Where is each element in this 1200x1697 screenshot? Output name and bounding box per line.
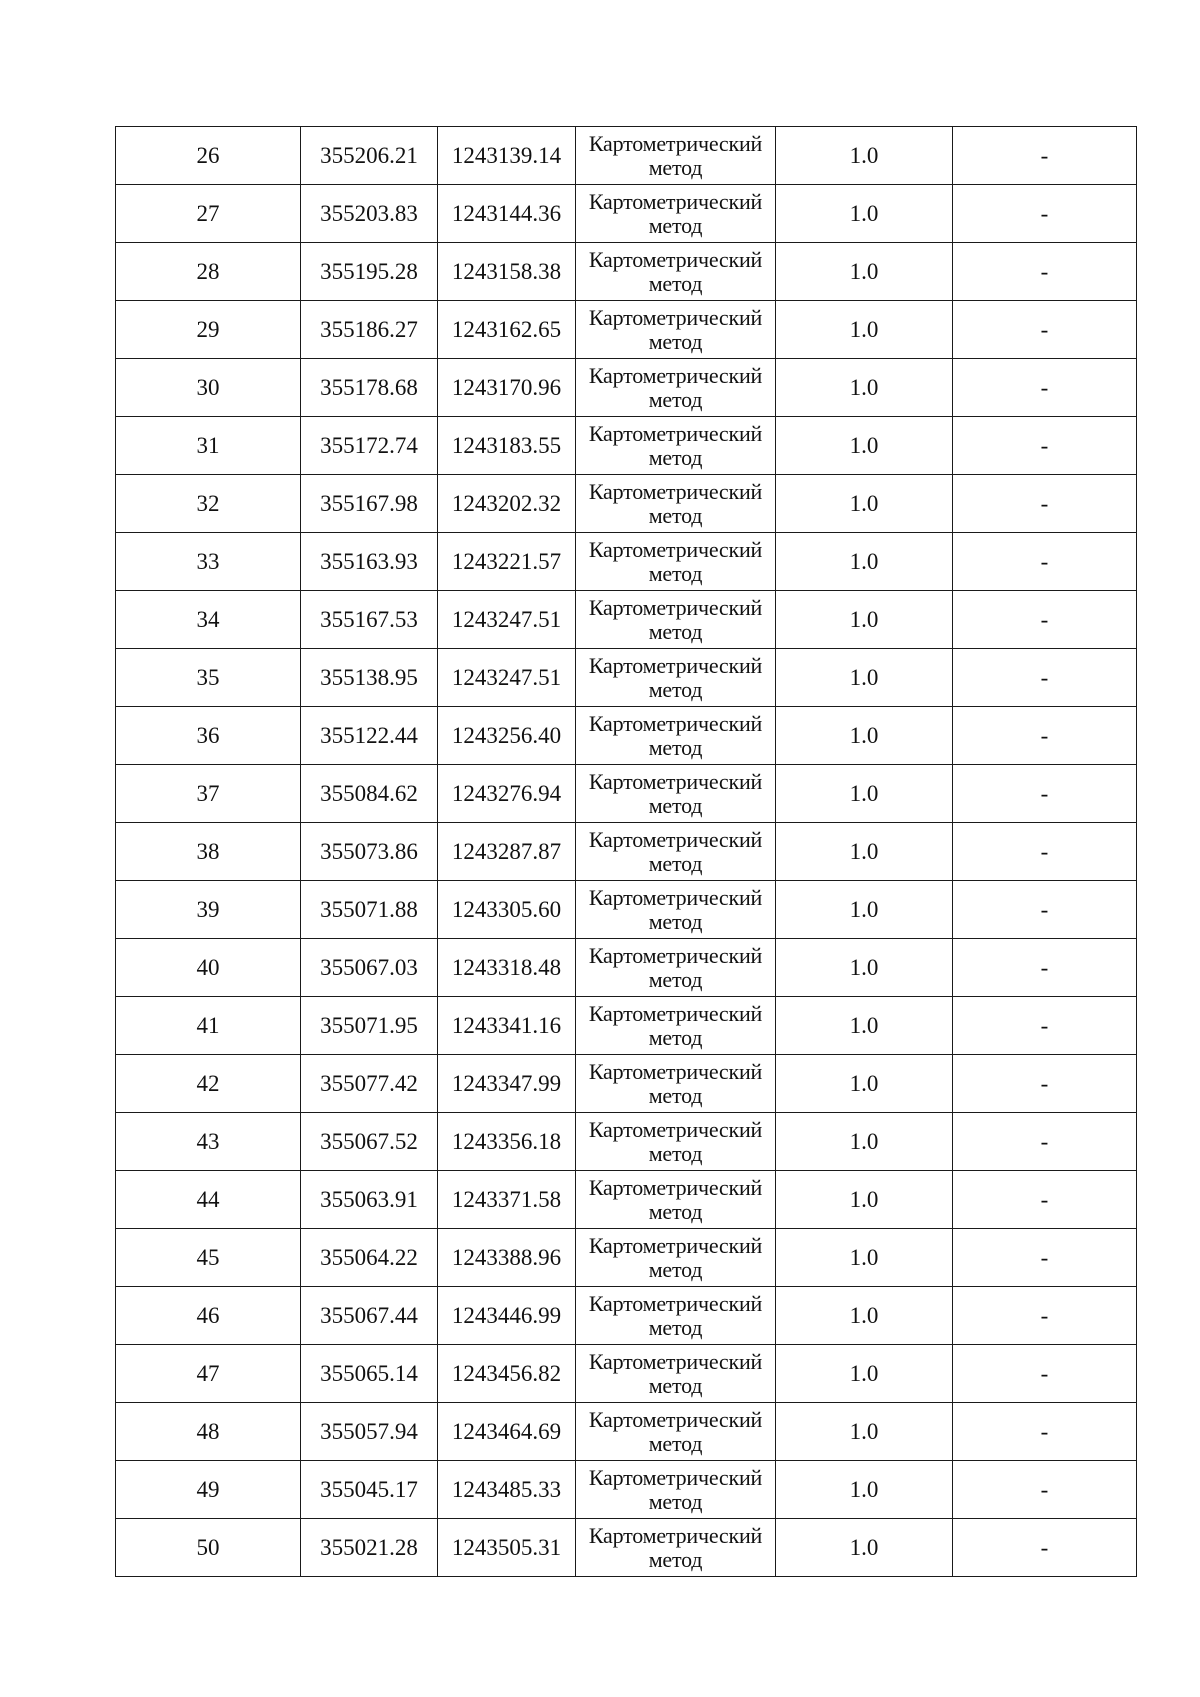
y-coordinate-cell: 1243356.18 [438,1113,576,1171]
note-cell: - [953,185,1137,243]
y-coordinate-cell: 1243202.32 [438,475,576,533]
method-line-1: Картометрический [588,362,763,388]
method-cell [576,881,776,939]
method-line-2: метод [648,908,703,934]
point-number-cell: 48 [116,1403,301,1461]
note-cell: - [953,127,1137,185]
method-cell [576,185,776,243]
method-line-2: метод [648,1314,703,1340]
note-cell: - [953,1519,1137,1577]
table-row [116,185,1137,243]
method-line-2: метод [648,734,703,760]
method-line-2: метод [648,154,703,180]
method-line-1: Картометрический [588,478,763,504]
accuracy-cell: 1.0 [776,939,953,997]
note-cell: - [953,997,1137,1055]
x-coordinate-cell: 355206.21 [301,127,438,185]
method-line-2: метод [648,618,703,644]
table-row [116,1113,1137,1171]
point-number-cell: 33 [116,533,301,591]
method-line-2: метод [648,1546,703,1572]
point-number-cell: 49 [116,1461,301,1519]
note-cell: - [953,243,1137,301]
y-coordinate-cell: 1243341.16 [438,997,576,1055]
accuracy-cell: 1.0 [776,359,953,417]
method-line-2: метод [648,1198,703,1224]
y-coordinate-cell: 1243485.33 [438,1461,576,1519]
point-number-cell: 41 [116,997,301,1055]
x-coordinate-cell: 355073.86 [301,823,438,881]
coordinates-table [115,126,1137,1577]
method-cell [576,1229,776,1287]
accuracy-cell: 1.0 [776,243,953,301]
point-number-cell: 47 [116,1345,301,1403]
note-cell: - [953,417,1137,475]
accuracy-cell: 1.0 [776,417,953,475]
point-number-cell: 35 [116,649,301,707]
method-line-2: метод [648,1024,703,1050]
point-number-cell: 37 [116,765,301,823]
x-coordinate-cell: 355045.17 [301,1461,438,1519]
point-number-cell: 28 [116,243,301,301]
method-line-1: Картометрический [588,1000,763,1026]
method-cell [576,1113,776,1171]
accuracy-cell: 1.0 [776,1403,953,1461]
y-coordinate-cell: 1243388.96 [438,1229,576,1287]
method-line-1: Картометрический [588,652,763,678]
note-cell: - [953,823,1137,881]
x-coordinate-cell: 355172.74 [301,417,438,475]
point-number-cell: 38 [116,823,301,881]
note-cell: - [953,359,1137,417]
accuracy-cell: 1.0 [776,649,953,707]
coordinates-table-body [116,127,1137,1577]
point-number-cell: 43 [116,1113,301,1171]
method-cell [576,1461,776,1519]
x-coordinate-cell: 355167.98 [301,475,438,533]
method-line-2: метод [648,1430,703,1456]
y-coordinate-cell: 1243371.58 [438,1171,576,1229]
point-number-cell: 27 [116,185,301,243]
method-cell [576,591,776,649]
accuracy-cell: 1.0 [776,765,953,823]
x-coordinate-cell: 355167.53 [301,591,438,649]
table-row [116,1287,1137,1345]
method-line-1: Картометрический [588,884,763,910]
accuracy-cell: 1.0 [776,1229,953,1287]
y-coordinate-cell: 1243170.96 [438,359,576,417]
method-cell [576,1171,776,1229]
y-coordinate-cell: 1243464.69 [438,1403,576,1461]
accuracy-cell: 1.0 [776,707,953,765]
accuracy-cell: 1.0 [776,127,953,185]
method-cell [576,127,776,185]
accuracy-cell: 1.0 [776,1171,953,1229]
method-line-1: Картометрический [588,942,763,968]
method-line-1: Картометрический [588,1348,763,1374]
y-coordinate-cell: 1243144.36 [438,185,576,243]
method-cell [576,359,776,417]
note-cell: - [953,1171,1137,1229]
table-row [116,1519,1137,1577]
x-coordinate-cell: 355065.14 [301,1345,438,1403]
table-row [116,997,1137,1055]
table-row [116,1229,1137,1287]
y-coordinate-cell: 1243347.99 [438,1055,576,1113]
table-row [116,881,1137,939]
y-coordinate-cell: 1243505.31 [438,1519,576,1577]
method-line-2: метод [648,328,703,354]
method-cell [576,1055,776,1113]
table-row [116,127,1137,185]
accuracy-cell: 1.0 [776,823,953,881]
accuracy-cell: 1.0 [776,185,953,243]
method-cell [576,1519,776,1577]
x-coordinate-cell: 355163.93 [301,533,438,591]
table-row [116,475,1137,533]
x-coordinate-cell: 355084.62 [301,765,438,823]
table-row [116,417,1137,475]
method-cell [576,301,776,359]
method-line-1: Картометрический [588,1464,763,1490]
method-line-2: метод [648,1488,703,1514]
point-number-cell: 26 [116,127,301,185]
accuracy-cell: 1.0 [776,1113,953,1171]
note-cell: - [953,1229,1137,1287]
method-cell [576,1403,776,1461]
note-cell: - [953,1287,1137,1345]
point-number-cell: 46 [116,1287,301,1345]
method-line-2: метод [648,1372,703,1398]
method-line-1: Картометрический [588,188,763,214]
method-line-2: метод [648,850,703,876]
method-line-1: Картометрический [588,1174,763,1200]
x-coordinate-cell: 355067.52 [301,1113,438,1171]
x-coordinate-cell: 355057.94 [301,1403,438,1461]
note-cell: - [953,301,1137,359]
method-cell [576,243,776,301]
method-line-2: метод [648,502,703,528]
accuracy-cell: 1.0 [776,997,953,1055]
table-row [116,1461,1137,1519]
accuracy-cell: 1.0 [776,881,953,939]
point-number-cell: 31 [116,417,301,475]
note-cell: - [953,649,1137,707]
method-line-2: метод [648,676,703,702]
point-number-cell: 34 [116,591,301,649]
y-coordinate-cell: 1243221.57 [438,533,576,591]
method-line-1: Картометрический [588,1058,763,1084]
point-number-cell: 30 [116,359,301,417]
note-cell: - [953,1345,1137,1403]
method-line-1: Картометрический [588,536,763,562]
point-number-cell: 39 [116,881,301,939]
method-line-1: Картометрический [588,246,763,272]
note-cell: - [953,591,1137,649]
method-line-2: метод [648,1140,703,1166]
table-row [116,707,1137,765]
accuracy-cell: 1.0 [776,1519,953,1577]
note-cell: - [953,765,1137,823]
table-row [116,359,1137,417]
table-row [116,1403,1137,1461]
x-coordinate-cell: 355067.44 [301,1287,438,1345]
note-cell: - [953,533,1137,591]
y-coordinate-cell: 1243446.99 [438,1287,576,1345]
method-cell [576,649,776,707]
accuracy-cell: 1.0 [776,301,953,359]
method-line-2: метод [648,966,703,992]
method-line-1: Картометрический [588,594,763,620]
method-line-2: метод [648,444,703,470]
note-cell: - [953,1113,1137,1171]
y-coordinate-cell: 1243162.65 [438,301,576,359]
method-cell [576,475,776,533]
method-cell [576,1345,776,1403]
method-line-1: Картометрический [588,768,763,794]
accuracy-cell: 1.0 [776,591,953,649]
point-number-cell: 40 [116,939,301,997]
x-coordinate-cell: 355077.42 [301,1055,438,1113]
method-cell [576,823,776,881]
method-line-1: Картометрический [588,130,763,156]
y-coordinate-cell: 1243158.38 [438,243,576,301]
note-cell: - [953,1403,1137,1461]
method-line-1: Картометрический [588,1406,763,1432]
y-coordinate-cell: 1243456.82 [438,1345,576,1403]
note-cell: - [953,707,1137,765]
point-number-cell: 44 [116,1171,301,1229]
point-number-cell: 42 [116,1055,301,1113]
accuracy-cell: 1.0 [776,475,953,533]
accuracy-cell: 1.0 [776,1055,953,1113]
accuracy-cell: 1.0 [776,1461,953,1519]
method-cell [576,533,776,591]
y-coordinate-cell: 1243247.51 [438,591,576,649]
x-coordinate-cell: 355067.03 [301,939,438,997]
y-coordinate-cell: 1243256.40 [438,707,576,765]
y-coordinate-cell: 1243305.60 [438,881,576,939]
note-cell: - [953,881,1137,939]
y-coordinate-cell: 1243139.14 [438,127,576,185]
note-cell: - [953,939,1137,997]
method-line-2: метод [648,792,703,818]
note-cell: - [953,1055,1137,1113]
table-row [116,533,1137,591]
x-coordinate-cell: 355195.28 [301,243,438,301]
method-line-2: метод [648,1256,703,1282]
note-cell: - [953,475,1137,533]
x-coordinate-cell: 355063.91 [301,1171,438,1229]
point-number-cell: 29 [116,301,301,359]
method-line-1: Картометрический [588,710,763,736]
method-cell [576,417,776,475]
method-line-1: Картометрический [588,1116,763,1142]
method-line-1: Картометрический [588,826,763,852]
x-coordinate-cell: 355064.22 [301,1229,438,1287]
y-coordinate-cell: 1243276.94 [438,765,576,823]
x-coordinate-cell: 355138.95 [301,649,438,707]
method-line-2: метод [648,270,703,296]
method-line-2: метод [648,386,703,412]
method-cell [576,707,776,765]
x-coordinate-cell: 355178.68 [301,359,438,417]
x-coordinate-cell: 355186.27 [301,301,438,359]
table-row [116,939,1137,997]
note-cell: - [953,1461,1137,1519]
point-number-cell: 45 [116,1229,301,1287]
table-row [116,823,1137,881]
accuracy-cell: 1.0 [776,1287,953,1345]
x-coordinate-cell: 355071.88 [301,881,438,939]
y-coordinate-cell: 1243183.55 [438,417,576,475]
y-coordinate-cell: 1243318.48 [438,939,576,997]
method-line-1: Картометрический [588,1522,763,1548]
method-line-2: метод [648,212,703,238]
method-cell [576,939,776,997]
method-cell [576,997,776,1055]
table-row [116,765,1137,823]
table-row [116,1171,1137,1229]
accuracy-cell: 1.0 [776,533,953,591]
point-number-cell: 36 [116,707,301,765]
y-coordinate-cell: 1243247.51 [438,649,576,707]
x-coordinate-cell: 355071.95 [301,997,438,1055]
x-coordinate-cell: 355021.28 [301,1519,438,1577]
table-row [116,243,1137,301]
x-coordinate-cell: 355203.83 [301,185,438,243]
y-coordinate-cell: 1243287.87 [438,823,576,881]
x-coordinate-cell: 355122.44 [301,707,438,765]
accuracy-cell: 1.0 [776,1345,953,1403]
table-row [116,649,1137,707]
point-number-cell: 50 [116,1519,301,1577]
table-row [116,1345,1137,1403]
table-row [116,591,1137,649]
method-line-1: Картометрический [588,1232,763,1258]
method-cell [576,1287,776,1345]
table-row [116,301,1137,359]
method-cell [576,765,776,823]
method-line-1: Картометрический [588,304,763,330]
point-number-cell: 32 [116,475,301,533]
method-line-1: Картометрический [588,420,763,446]
method-line-1: Картометрический [588,1290,763,1316]
method-line-2: метод [648,560,703,586]
table-row [116,1055,1137,1113]
method-line-2: метод [648,1082,703,1108]
